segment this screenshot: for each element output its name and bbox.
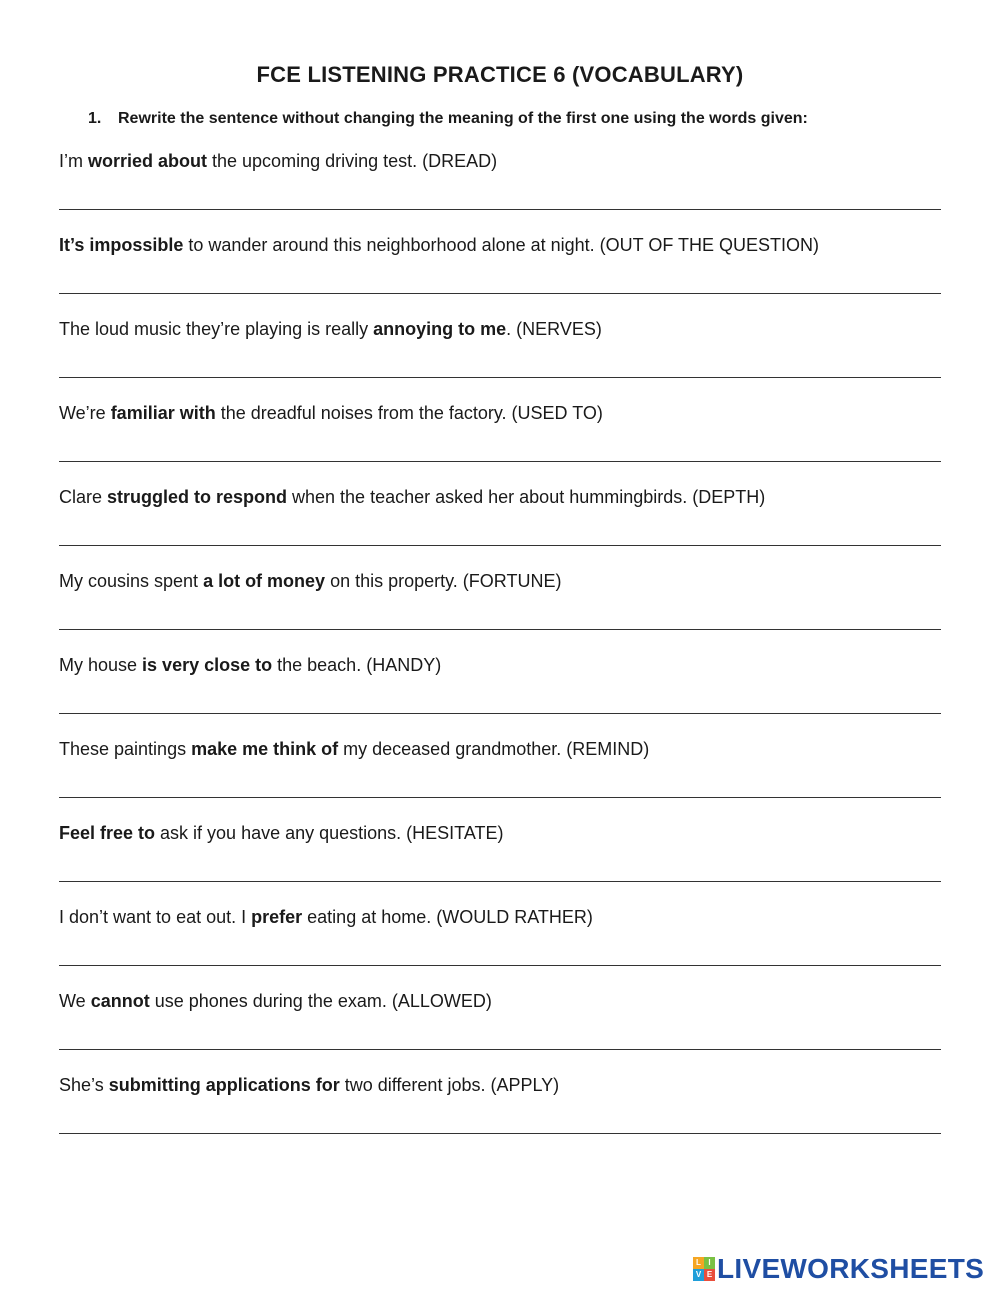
- exercise-item: [59, 568, 941, 652]
- key-phrase: make me think of: [191, 739, 339, 759]
- sentence: The loud music they’re playing is really annoying to me. (NERVES): [59, 319, 602, 339]
- logo-mark-icon: [693, 1257, 715, 1281]
- sentence: My house is very close to the beach. (HANDY): [59, 655, 442, 675]
- answer-line[interactable]: [59, 545, 941, 546]
- exercise-list: [59, 148, 941, 1156]
- answer-line[interactable]: [59, 629, 941, 630]
- key-phrase: a lot of money: [203, 571, 326, 591]
- answer-line[interactable]: [59, 209, 941, 210]
- answer-line[interactable]: [59, 881, 941, 882]
- key-phrase: is very close to: [142, 655, 273, 675]
- key-phrase: annoying to me: [373, 319, 507, 339]
- key-phrase: familiar with: [110, 403, 216, 423]
- logo-mark-cell: V: [693, 1269, 704, 1281]
- answer-line[interactable]: [59, 965, 941, 966]
- exercise-item: [59, 820, 941, 904]
- answer-line[interactable]: [59, 293, 941, 294]
- sentence: Feel free to ask if you have any questions. (HESITATE): [59, 823, 504, 843]
- key-phrase: worried about: [88, 151, 208, 171]
- exercise-item: [59, 400, 941, 484]
- exercise-item: [59, 484, 941, 568]
- worksheet-title: FCE LISTENING PRACTICE 6 (VOCABULARY): [256, 62, 744, 87]
- key-phrase: prefer: [251, 907, 303, 927]
- sentence: She’s submitting applications for two different jobs. (APPLY): [59, 1075, 560, 1095]
- liveworksheets-logo: [693, 1253, 985, 1284]
- sentence: My cousins spent a lot of money on this property. (FORTUNE): [59, 571, 562, 591]
- key-phrase: struggled to respond: [107, 487, 288, 507]
- exercise-item: [59, 652, 941, 736]
- instruction: [88, 110, 808, 128]
- sentence: It’s impossible to wander around this neighborhood alone at night. (OUT OF THE QUESTION): [59, 235, 820, 255]
- answer-line[interactable]: [59, 461, 941, 462]
- exercise-item: [59, 232, 941, 316]
- sentence: We’re familiar with the dreadful noises from the factory. (USED TO): [59, 403, 603, 423]
- logo-mark-cell: E: [704, 1269, 715, 1281]
- exercise-item: [59, 148, 941, 232]
- instruction-text: Rewrite the sentence without changing the meaning of the first one using the words given:: [118, 110, 808, 127]
- key-phrase: It’s impossible: [59, 235, 184, 255]
- exercise-item: [59, 1072, 941, 1156]
- exercise-item: [59, 736, 941, 820]
- sentence: We cannot use phones during the exam. (ALLOWED): [59, 991, 492, 1011]
- exercise-item: [59, 316, 941, 400]
- logo-text: LIVEWORKSHEETS: [717, 1253, 985, 1284]
- instruction-number: 1.: [88, 110, 102, 127]
- logo-mark-cell: L: [693, 1257, 704, 1269]
- key-phrase: cannot: [90, 991, 150, 1011]
- answer-line[interactable]: [59, 377, 941, 378]
- answer-line[interactable]: [59, 713, 941, 714]
- answer-line[interactable]: [59, 1049, 941, 1050]
- answer-line[interactable]: [59, 797, 941, 798]
- sentence: Clare struggled to respond when the teacher asked her about hummingbirds. (DEPTH): [59, 487, 766, 507]
- sentence: I don’t want to eat out. I prefer eating at home. (WOULD RATHER): [59, 907, 593, 927]
- sentence: These paintings make me think of my deceased grandmother. (REMIND): [59, 739, 650, 759]
- exercise-item: [59, 988, 941, 1072]
- key-phrase: submitting applications for: [108, 1075, 340, 1095]
- logo-mark-cell: I: [704, 1257, 715, 1269]
- sentence: I’m worried about the upcoming driving test. (DREAD): [59, 151, 498, 171]
- key-phrase: Feel free to: [59, 823, 156, 843]
- answer-line[interactable]: [59, 1133, 941, 1134]
- exercise-item: [59, 904, 941, 988]
